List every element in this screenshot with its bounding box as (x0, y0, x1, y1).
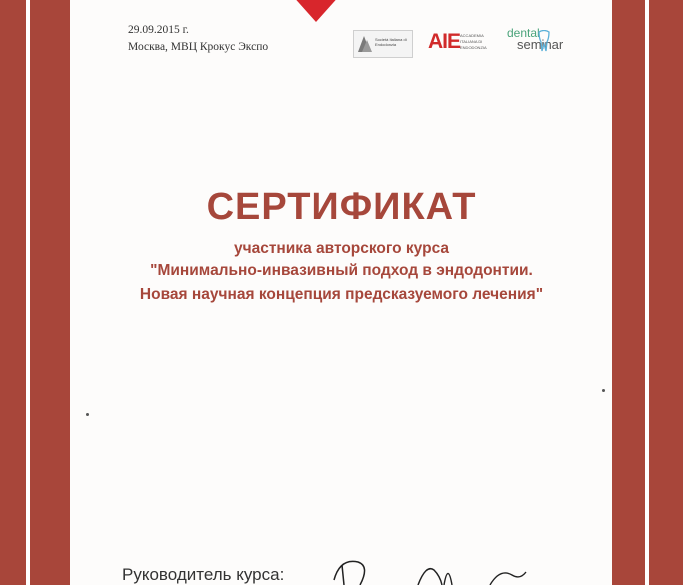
tooth-icon (538, 30, 550, 52)
sie-logo-text: Società Italiana di Endodonzia (375, 37, 407, 47)
course-name-line2: Новая научная концепция предсказуемого лечения" (139, 286, 544, 303)
certificate-title: СЕРТИФИКАТ (206, 186, 477, 228)
course-leader-label: Руководитель курса: (122, 565, 285, 584)
dental-seminar-word1: dental (507, 26, 540, 40)
certificate-date: 29.09.2015 г. (128, 24, 189, 36)
sie-logo (353, 30, 413, 58)
aie-logo (428, 30, 490, 54)
certificate-place: Москва, МВЦ Крокус Экспо (128, 41, 269, 53)
course-name-line1: "Минимально-инвазивный подход в эндодонтии. (150, 262, 533, 279)
aie-logo-mark: AIE (428, 30, 461, 53)
dental-seminar-logo (505, 26, 577, 56)
paper-speck (86, 413, 89, 416)
signature-icon (330, 550, 530, 585)
heart-icon (291, 0, 341, 24)
certificate-subtitle: участника авторского курса (233, 240, 450, 257)
paper-speck (602, 389, 605, 392)
dental-seminar-word2: seminar (517, 37, 564, 52)
aie-logo-text: ACCADEMIA ITALIANA DI ENDODONZIA (460, 33, 487, 50)
